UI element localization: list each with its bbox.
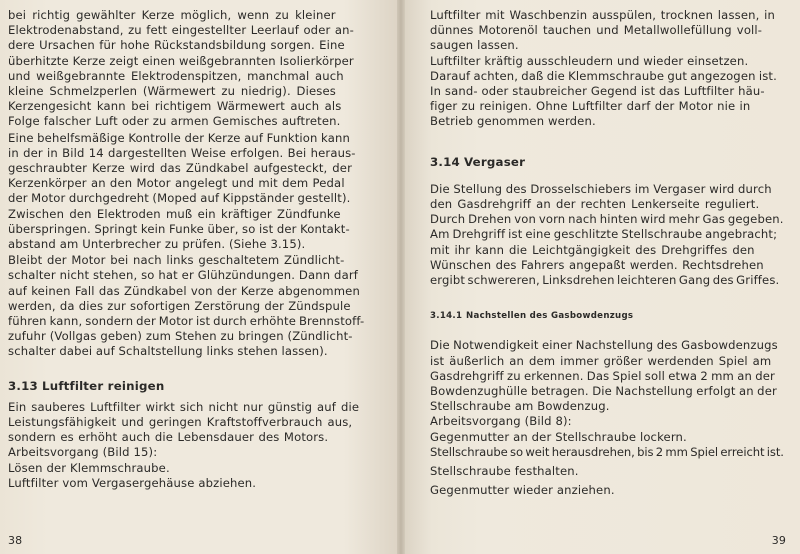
text-line: Stellschraube so weit herausdrehen, bis 2 mm Spiel erreicht ist. — [430, 444, 784, 459]
text-line: mit ihr kann die Leichtgängigkeit des Drehgriffes den — [430, 242, 755, 257]
text-line: Luftfilter vom Vergasergehäuse abziehen. — [8, 475, 257, 490]
text-line: Leistungsfähigkeit und geringen Kraftstoffverbrauch aus, — [8, 415, 353, 430]
text-line: der Motor durchgedreht (Moped auf Kippständer gestellt). — [8, 191, 351, 206]
text-line: bei richtig gewählter Kerze möglich, wenn zu kleiner — [8, 8, 336, 22]
text-line: Lösen der Klemmschraube. — [8, 460, 170, 475]
text-line: geschraubter Kerze wird das Zündkabel aufgesteckt, der — [8, 161, 353, 176]
text-line: den Gasdrehgriff an der rechten Lenkerseite reguliert. — [430, 197, 760, 212]
text-line: auf keinen Fall das Zündkabel von der Kerze abgenommen — [8, 283, 360, 298]
text-line: Gasdrehgriff zu erkennen. Das Spiel soll etwa 2 mm an der — [430, 368, 775, 383]
text-line: Folge falscher Luft oder zu armen Gemisches auftreten. — [8, 114, 341, 129]
text-line: Zwischen den Elektroden muß ein kräftiger Zündfunke — [8, 206, 341, 221]
text-line: sondern es erhöht auch die Lebensdauer des Motors. — [8, 430, 329, 445]
text-line: dünnes Motorenöl tauchen und Metallwollefüllung voll- — [430, 23, 763, 38]
text-line: zufuhr (Vollgas geben) zum Stehen zu bringen (Zündlicht- — [8, 329, 353, 344]
paragraph-spuelen — [430, 8, 790, 130]
text-line: Kerzengesicht kann bei richtigem Wärmewert auch als — [8, 99, 342, 114]
text-line: werden, da dies zur sofortigen Zerstörung der Zündspule — [8, 298, 351, 313]
text-line: Wünschen des Fahrers angepaßt werden. Rechtsdrehen — [430, 257, 764, 272]
subsection-heading-3-14-1 — [430, 309, 790, 324]
text-line: in der in Bild 14 dargestellten Weise erfolgen. Bei heraus- — [8, 145, 356, 160]
subsection-title: Nachstellen des Gasbowdenzugs — [466, 311, 634, 322]
right-page — [400, 0, 800, 554]
paragraph-kontrolle — [8, 131, 386, 253]
text-line: schalter nicht stehen, so hat er Glühzündungen. Dann darf — [8, 268, 358, 283]
text-line: Bleibt der Motor bei nach links geschaltetem Zündlicht- — [8, 253, 345, 268]
paragraph-luftfilter — [8, 400, 386, 491]
text-line: Kerzenkörper an den Motor angelegt und mit dem Pedal — [8, 176, 345, 191]
book-gutter — [397, 0, 405, 554]
text-line: und weißgebrannte Elektrodenspitzen, manchmal auch — [8, 68, 344, 83]
text-line: Luftfilter mit Waschbenzin ausspülen, trocknen lassen, in — [430, 8, 776, 22]
paragraph-vergaser — [430, 182, 790, 288]
text-line: abstand am Unterbrecher zu prüfen. (Siehe 3.15). — [8, 237, 306, 252]
text-line: Arbeitsvorgang (Bild 8): — [430, 414, 572, 429]
section-title: Vergaser — [464, 154, 526, 169]
text-line: In sand- oder staubreicher Gegend ist das Luftfilter häu- — [430, 84, 765, 99]
subsection-number: 3.14.1 — [430, 311, 463, 322]
paragraph-kerze — [8, 8, 386, 130]
text-line: Durch Drehen von vorn nach hinten wird mehr Gas gegeben. — [430, 212, 784, 227]
text-line: Betrieb genommen werden. — [430, 114, 596, 129]
section-title: Luftfilter reinigen — [42, 378, 165, 393]
text-line: Darauf achten, daß die Klemmschraube gut angezogen ist. — [430, 68, 777, 83]
text-line: dere Ursachen für hohe Rückstandsbildung sorgen. Eine — [8, 38, 345, 53]
text-line: ergibt schwereren, Linksdrehen leichteren Gang des Griffes. — [430, 273, 780, 288]
text-line: Gegenmutter wieder anziehen. — [430, 483, 615, 498]
section-heading-3-13 — [8, 379, 386, 394]
text-line: Luftfilter kräftig ausschleudern und wieder einsetzen. — [430, 53, 749, 68]
text-line: Stellschraube am Bowdenzug. — [430, 399, 610, 414]
text-line: Die Notwendigkeit einer Nachstellung des Gasbowdenzugs — [430, 338, 778, 353]
text-line: Ein sauberes Luftfilter wirkt sich nicht nur günstig auf die — [8, 399, 360, 414]
text-line: schalter dabei auf Schaltstellung links stehen lassen). — [8, 344, 328, 359]
section-number: 3.14 — [430, 154, 460, 169]
text-line: Eine behelfsmäßige Kontrolle der Kerze auf Funktion kann — [8, 130, 350, 145]
text-line: überhitzte Kerze zeigt einen weißgebrannten Isolierkörper — [8, 53, 354, 68]
paragraph-zuendlicht — [8, 253, 386, 359]
page-number: 38 — [8, 533, 23, 547]
text-line: Am Drehgriff ist eine geschlitzte Stellschraube angebracht; — [430, 227, 778, 242]
paragraph-bowdenzug — [430, 338, 790, 498]
text-line: Arbeitsvorgang (Bild 15): — [8, 445, 158, 460]
text-line: überspringen. Springt kein Funke über, so ist der Kontakt- — [8, 221, 350, 236]
text-line: saugen lassen. — [430, 38, 519, 53]
section-number: 3.13 — [8, 378, 38, 393]
text-line: kleine Schmelzperlen (Wärmewert zu niedrig). Dieses — [8, 84, 336, 99]
text-line: ist äußerlich an dem immer größer werdenden Spiel am — [430, 353, 772, 368]
section-heading-3-14 — [430, 155, 790, 170]
text-line: figer zu reinigen. Ohne Luftfilter darf der Motor nie in — [430, 99, 751, 114]
page-number: 39 — [771, 533, 786, 547]
text-line: Stellschraube festhalten. — [430, 464, 579, 479]
text-line: Die Stellung des Drosselschiebers im Vergaser wird durch — [430, 181, 772, 196]
text-line: Bowdenzughülle betragen. Die Nachstellung erfolgt an der — [430, 384, 777, 399]
text-line: Gegenmutter an der Stellschraube lockern. — [430, 429, 687, 444]
text-line: führen kann, sondern der Motor ist durch erhöhte Brennstoff- — [8, 314, 365, 329]
text-line: Elektrodenabstand, zu fett eingestellter Leerlauf oder an- — [8, 23, 354, 38]
